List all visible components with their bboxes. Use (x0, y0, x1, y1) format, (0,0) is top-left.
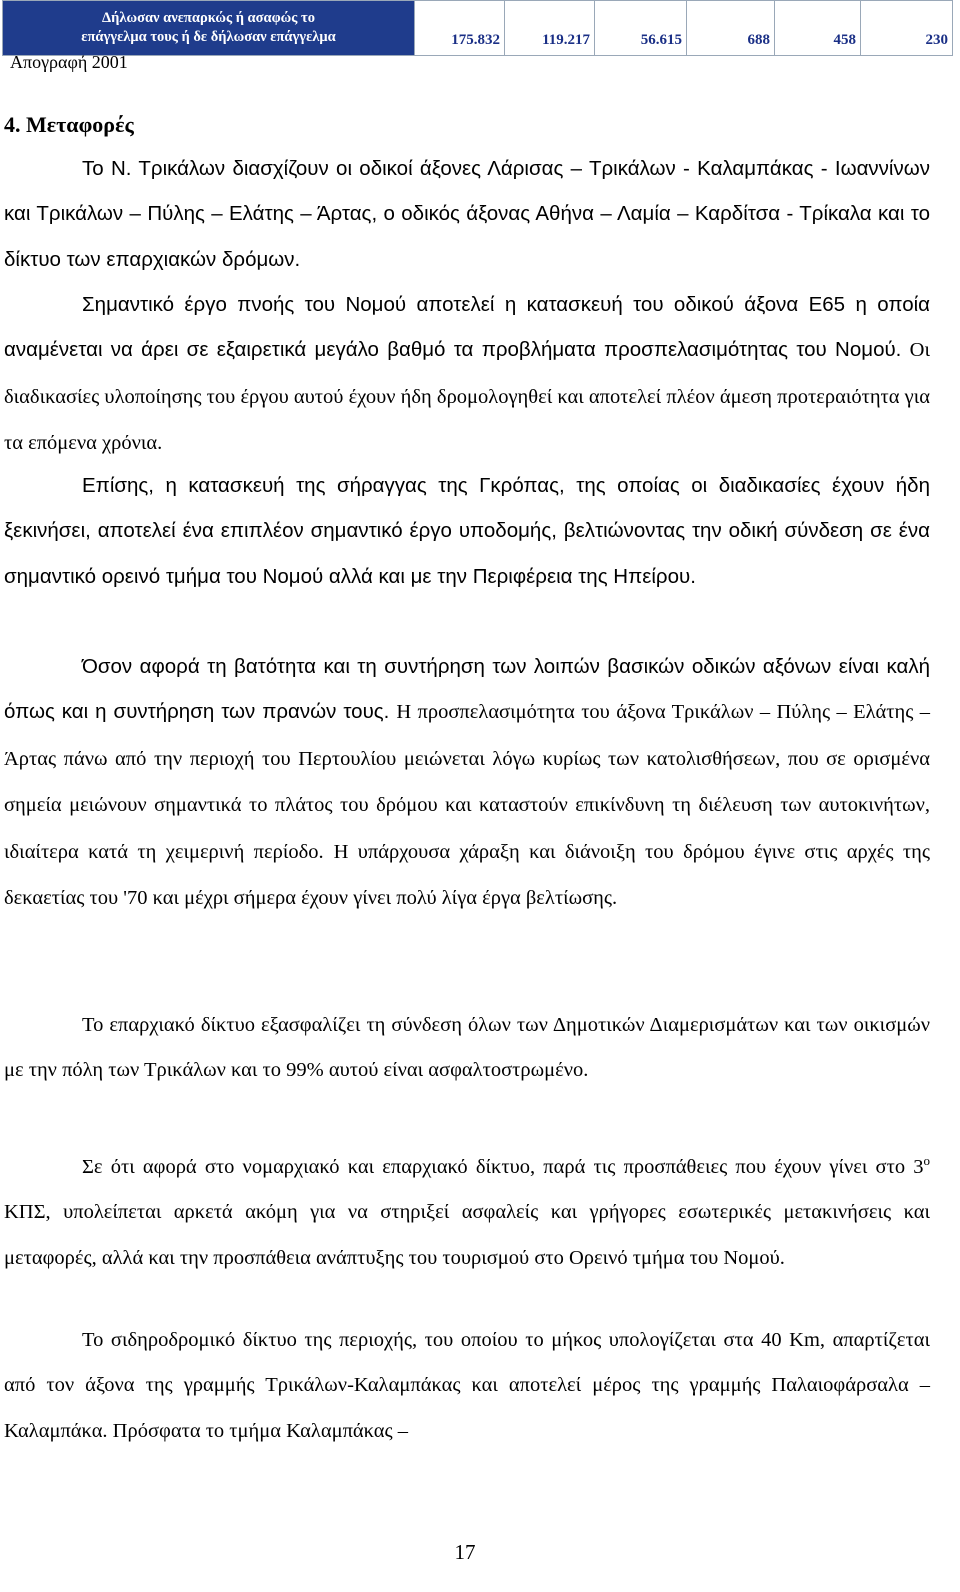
paragraph-text: ΚΠΣ, υπολείπεται αρκετά ακόμη για να στηριξεί ασφαλείς και γρήγορες εσωτερικές μετακινήσεις και μεταφορές, αλλά και την προσπάθεια ανάπτυξης του τουρισμού στο Ορεινό τμήμα του Νομού. (4, 1201, 930, 1269)
body-paragraph (4, 1138, 930, 1281)
table-row-label (3, 1, 415, 56)
body-paragraph (4, 282, 930, 467)
table-cell: 230 (861, 1, 953, 56)
table-cell: 119.217 (505, 1, 595, 56)
paragraph-text: Σημαντικό έργο πνοής του Νομού αποτελεί η κατασκευή του οδικού άξονα Ε65 η οποία αναμένεται να άρει σε εξαιρετικά μεγάλο βαθμό τα προβλήματα προσπελασιμότητας του Νομού. (4, 293, 930, 362)
table-row-label-line1: Δήλωσαν ανεπαρκώς ή ασαφώς το (102, 10, 315, 26)
body-paragraph (4, 146, 930, 282)
paragraph-text: Το επαρχιακό δίκτυο εξασφαλίζει τη σύνδεση όλων των Δημοτικών Διαμερισμάτων και των οικισμών με την πόλη των Τρικάλων και το 99% αυτού είναι ασφαλτοστρωμένο. (4, 1014, 930, 1082)
table-cell: 688 (687, 1, 775, 56)
table-row-label-line2: επάγγελμα τους ή δε δήλωσαν επάγγελμα (81, 29, 336, 45)
body-paragraph (4, 1003, 930, 1094)
paragraph-text: Σε ότι αφορά στο νομαρχιακό και επαρχιακό δίκτυο, παρά τις προσπάθειες που έχουν γίνει στο 3 (82, 1155, 924, 1178)
table-cell: 56.615 (595, 1, 687, 56)
body-paragraph (4, 644, 930, 921)
paragraph-text: Η υπάρχουσα χάραξη και διάνοιξη του δρόμου έγινε στις αρχές της δεκαετίας του '70 και μέχρι σήμερα έχουν γίνει πολύ λίγα έργα βελτίωσης. (4, 840, 930, 910)
body-paragraph (4, 463, 930, 599)
table-cell: 175.832 (415, 1, 505, 56)
table-row (3, 1, 953, 56)
table-cell: 458 (775, 1, 861, 56)
paragraph-text: Επίσης, η κατασκευή της σήραγγας της Γκρόπας, της οποίας οι διαδικασίες έχουν ήδη ξεκινήσει, αποτελεί ένα επιπλέον σημαντικό έργο υποδομής, βελτιώνοντας την οδική σύνδεση σε ένα σημαντικό ορεινό τμήμα του Νομού αλλά και με την Περιφέρεια της Ηπείρου. (4, 474, 930, 588)
page-number: 17 (454, 1540, 476, 1564)
source-note: Απογραφή 2001 (10, 52, 128, 72)
section-title: 4. Μεταφορές (4, 112, 134, 137)
paragraph-text: Όσον αφορά τη βατότητα και τη συντήρηση των λοιπών βασικών οδικών αξόνων είναι καλή όπως και η συντήρηση των πρανών τους. (4, 655, 930, 724)
paragraph-text: Το σιδηροδρομικό δίκτυο της περιοχής, του οποίου το μήκος υπολογίζεται στα 40 Km, απαρτίζεται από τον άξονα της γραμμής Τρικάλων-Καλαμπάκας και αποτελεί μέρος της γραμμής Παλαιοφάρσαλα – Καλαμπάκα. Πρόσφατα το τμήμα Καλαμπάκας – (4, 1329, 930, 1442)
body-paragraph (4, 1318, 930, 1454)
paragraph-text: Οι διαδικασίες υλοποίησης του έργου αυτού έχουν ήδη δρομολογηθεί και αποτελεί πλέον άμεση προτεραιότητα για τα επόμενα χρόνια. (4, 339, 930, 455)
table-fragment (2, 0, 953, 56)
paragraph-text: Το Ν. Τρικάλων διασχίζουν οι οδικοί άξονες Λάρισας – Τρικάλων - Καλαμπάκας - Ιωαννίνων και Τρικάλων – Πύλης – Ελάτης – Άρτας, ο οδικός άξονας Αθήνα – Λαμία – Καρδίτσα - Τρίκαλα και το δίκτυο των επαρχιακών δρόμων. (4, 157, 930, 271)
paragraph-text: Η προσπελασιμότητα του άξονα Τρικάλων – Πύλης – Ελάτης – Άρτας πάνω από την περιοχή του Περτουλίου μειώνεται λόγω κυρίως των κατολισθήσεων, που σε ορισμένα σημεία μειώνουν σημαντικά το πλάτος του δρόμου και καταστούν επικίνδυνη τη διέλευση των αυτοκινήτων, ιδιαίτερα κατά τη χειμερινή περίοδο. (4, 701, 931, 863)
superscript: ο (923, 1153, 930, 1168)
